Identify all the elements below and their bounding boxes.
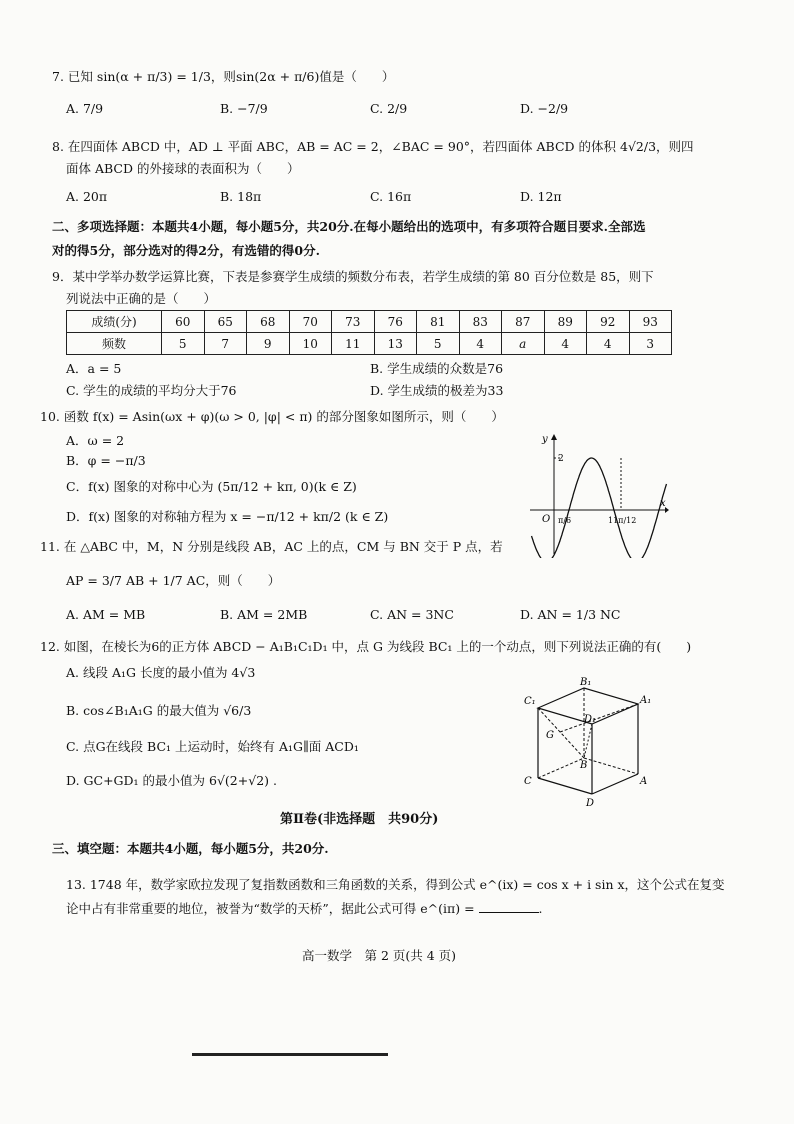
q11-line1: 11. 在 △ABC 中，M，N 分别是线段 AB，AC 上的点，CM 与 BN 交于 P 点，若	[40, 539, 503, 554]
q11-option-a: A. AM = MB	[66, 607, 146, 622]
cube-diagram	[520, 676, 670, 810]
table-cell: 4	[587, 333, 630, 355]
table-cell: 81	[417, 311, 460, 333]
q12-option-b: B. cos∠B₁A₁G 的最大值为 √6/3	[66, 703, 252, 718]
table-cell: 70	[289, 311, 332, 333]
q9-option-a: A．a = 5	[66, 361, 122, 376]
x1-label: π/6	[558, 516, 572, 525]
q12-stem: 12. 如图，在棱长为6的正方体 ABCD − A₁B₁C₁D₁ 中，点 G 为线段 BC₁ 上的一个动点，则下列说法正确的有( )	[40, 639, 692, 654]
q13-line1: 13. 1748 年，数学家欧拉发现了复指数函数和三角函数的关系，得到公式 e^(ix) = cos x + i sin x，这个公式在复变	[66, 877, 725, 892]
q10-option-a: A．ω = 2	[66, 433, 125, 448]
sine-curve	[532, 458, 667, 558]
label-a: A	[640, 776, 648, 787]
table-cell: 4	[544, 333, 587, 355]
q9-option-c: C. 学生的成绩的平均分大于76	[66, 383, 237, 398]
table-cell: 3	[629, 333, 672, 355]
table-cell: 87	[502, 311, 545, 333]
label-d: D	[586, 798, 595, 809]
q12-option-d: D. GC+GD₁ 的最小值为 6√(2+√2) .	[66, 773, 277, 788]
y-axis-label: y	[542, 434, 548, 445]
q9-option-d: D. 学生成绩的极差为33	[370, 383, 504, 398]
q11-option-d: D. AN = 1/3 NC	[520, 607, 621, 622]
label-b: B	[580, 760, 588, 771]
label-a1: A₁	[640, 695, 652, 706]
q10-option-d: D．f(x) 图象的对称轴方程为 x = −π/12 + kπ/2 (k ∈ Z)	[66, 509, 389, 524]
sine-graph	[520, 432, 670, 558]
q8-option-b: B. 18π	[220, 189, 262, 204]
q7-option-a: A. 7/9	[66, 101, 104, 116]
q8-option-a: A. 20π	[66, 189, 108, 204]
label-b1: B₁	[580, 677, 592, 688]
table-row	[67, 311, 672, 333]
q11-line2: AP = 3/7 AB + 1/7 AC，则（ ）	[66, 573, 281, 588]
answer-blank	[479, 900, 539, 913]
table-cell: 92	[587, 311, 630, 333]
q8-option-d: D. 12π	[520, 189, 562, 204]
table-cell: 65	[204, 311, 247, 333]
table-cell: 5	[417, 333, 460, 355]
q7-option-c: C. 2/9	[370, 101, 408, 116]
frequency-table	[66, 310, 672, 355]
table-cell: 68	[247, 311, 290, 333]
section2-heading-line2: 对的得5分，部分选对的得2分，有选错的得0分.	[52, 243, 320, 258]
q9-line2: 列说法中正确的是（ ）	[66, 291, 217, 306]
q12-option-a: A. 线段 A₁G 长度的最小值为 4√3	[66, 665, 256, 680]
q10-option-c: C．f(x) 图象的对称中心为 (5π/12 + kπ, 0)(k ∈ Z)	[66, 479, 357, 494]
table-header-frequency: 频数	[67, 333, 162, 355]
q10-option-b: B．φ = −π/3	[66, 453, 146, 468]
table-row	[67, 333, 672, 355]
x2-label: 11π/12	[608, 516, 637, 525]
table-cell: 73	[332, 311, 375, 333]
table-cell: 10	[289, 333, 332, 355]
x-axis-label: x	[660, 498, 666, 509]
q10-stem: 10. 函数 f(x) = Asin(ωx + φ)(ω > 0, |φ| < π) 的部分图象如图所示，则（ ）	[40, 409, 504, 424]
table-cell: a	[502, 333, 545, 355]
q9-option-b: B. 学生成绩的众数是76	[370, 361, 504, 376]
table-cell: 89	[544, 311, 587, 333]
label-d1: D₁	[584, 714, 597, 725]
table-cell: 13	[374, 333, 417, 355]
origin-label: O	[542, 514, 551, 525]
q7-option-d: D. −2/9	[520, 101, 569, 116]
q12-option-c: C. 点G在线段 BC₁ 上运动时，始终有 A₁G∥面 ACD₁	[66, 739, 359, 754]
table-header-score: 成绩(分)	[67, 311, 162, 333]
part2-title: 第Ⅱ卷(非选择题 共90分)	[280, 812, 439, 827]
q7-option-b: B. −7/9	[220, 101, 268, 116]
scan-mark	[192, 1053, 388, 1056]
q8-line1: 8. 在四面体 ABCD 中，AD ⊥ 平面 ABC，AB = AC = 2，∠BAC = 90°，若四面体 ABCD 的体积 4√2/3，则四	[52, 139, 694, 154]
table-cell: 5	[162, 333, 205, 355]
q8-line2: 面体 ABCD 的外接球的表面积为（ ）	[66, 161, 300, 176]
table-cell: 7	[204, 333, 247, 355]
table-cell: 4	[459, 333, 502, 355]
table-cell: 11	[332, 333, 375, 355]
page-footer: 高一数学 第 2 页(共 4 页)	[302, 948, 457, 963]
q7-stem: 7. 已知 sin(α + π/3) = 1/3，则sin(2α + π/6)值是（ ）	[52, 69, 395, 84]
q13-line2: 论中占有非常重要的地位，被誉为“数学的天桥”，据此公式可得 e^(iπ) = .	[66, 901, 543, 916]
label-g: G	[546, 730, 554, 741]
table-cell: 9	[247, 333, 290, 355]
section2-heading-line1: 二、多项选择题：本题共4小题，每小题5分，共20分.在每小题给出的选项中，有多项符合题目要求.全部选	[52, 219, 646, 234]
q8-option-c: C. 16π	[370, 189, 412, 204]
q11-option-c: C. AN = 3NC	[370, 607, 454, 622]
table-cell: 76	[374, 311, 417, 333]
label-c1: C₁	[524, 696, 536, 707]
table-cell: 93	[629, 311, 672, 333]
max-label: 2	[558, 454, 564, 464]
table-cell: 83	[459, 311, 502, 333]
q9-line1: 9．某中学举办数学运算比赛，下表是参赛学生成绩的频数分布表，若学生成绩的第 80 百分位数是 85，则下	[52, 269, 654, 284]
table-cell: 60	[162, 311, 205, 333]
label-c: C	[524, 776, 532, 787]
section3-heading: 三、填空题：本题共4小题，每小题5分，共20分.	[52, 841, 329, 856]
q11-option-b: B. AM = 2MB	[220, 607, 308, 622]
